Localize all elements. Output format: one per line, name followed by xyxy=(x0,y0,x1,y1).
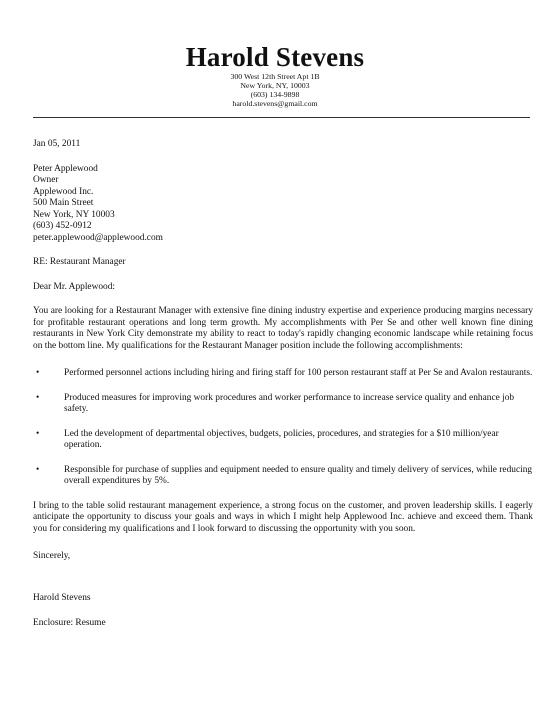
list-item-text: Performed personnel actions including hiring and firing staff for 100 person restaurant staff at Per Se and Avalon restaurants. xyxy=(64,368,533,378)
sender-name: Harold Stevens xyxy=(185,42,365,72)
recipient-street: 500 Main Street xyxy=(33,198,94,208)
sender-address-line-1: 300 West 12th Street Apt 1B xyxy=(230,72,320,81)
recipient-phone: (603) 452-0912 xyxy=(33,221,92,231)
list-item xyxy=(33,465,533,488)
recipient-name: Peter Applewood xyxy=(33,163,98,174)
signature-name: Harold Stevens xyxy=(33,592,91,603)
list-item-text: Led the development of departmental objectives, budgets, policies, procedures, and strategies for a $10 million/year operation. xyxy=(64,428,499,450)
sender-address-line-2: New York, NY, 10003 xyxy=(240,81,310,90)
letterhead xyxy=(0,42,550,108)
letterhead-divider xyxy=(33,117,530,118)
list-item xyxy=(33,429,533,452)
sender-email: harold.stevens@gmail.com xyxy=(232,99,318,108)
recipient-block xyxy=(33,164,533,245)
list-item-text: Produced measures for improving work procedures and worker performance to increase service quality and enhance job safety. xyxy=(64,392,515,414)
intro-paragraph: You are looking for a Restaurant Manager with extensive fine dining industry expertise and experience producing margins necessary for profitable restaurant operations and long term growth. My accomplishments with Per Se and other well known fine dining restaurants in New York City demonstrate my ability to react to today's rapidly changing economic landscape while retaining focus on the bottom line. My qualifications for the Restaurant Manager position include the following accomplishments: xyxy=(33,306,533,351)
bullet-icon: • xyxy=(36,392,40,403)
recipient-email: peter.applewood@applewood.com xyxy=(33,232,163,243)
recipient-company: Applewood Inc. xyxy=(33,186,94,197)
list-item-text: Responsible for purchase of supplies and equipment needed to ensure quality and timely delivery of services, while reducing overall expenditures by 5%. xyxy=(64,464,533,486)
sender-phone: (603) 134-9898 xyxy=(250,90,300,99)
recipient-city: New York, NY 10003 xyxy=(33,209,115,220)
bullet-icon: • xyxy=(36,428,40,439)
bullet-icon: • xyxy=(36,464,40,475)
accomplishments-list xyxy=(33,368,533,488)
bullet-icon: • xyxy=(36,368,40,378)
closing: Sincerely, xyxy=(33,551,71,561)
salutation: Dear Mr. Applewood: xyxy=(33,281,116,292)
letter-date: Jan 05, 2011 xyxy=(33,139,81,149)
subject-line: RE: Restaurant Manager xyxy=(33,257,126,267)
letter-body xyxy=(33,139,533,630)
list-item xyxy=(33,393,533,416)
list-item xyxy=(33,368,533,380)
closing-paragraph: I bring to the table solid restaurant management experience, a strong focus on the customer, and proven leadership skills. I eagerly anticipate the opportunity to discuss your goals and ways in which I might help Applewood Inc. achieve and exceed them. Thank you for considering my qualifications and I look forward to discussing the opportunity with you soon. xyxy=(33,500,533,534)
enclosure-line: Enclosure: Resume xyxy=(33,618,106,628)
recipient-title: Owner xyxy=(33,175,59,185)
